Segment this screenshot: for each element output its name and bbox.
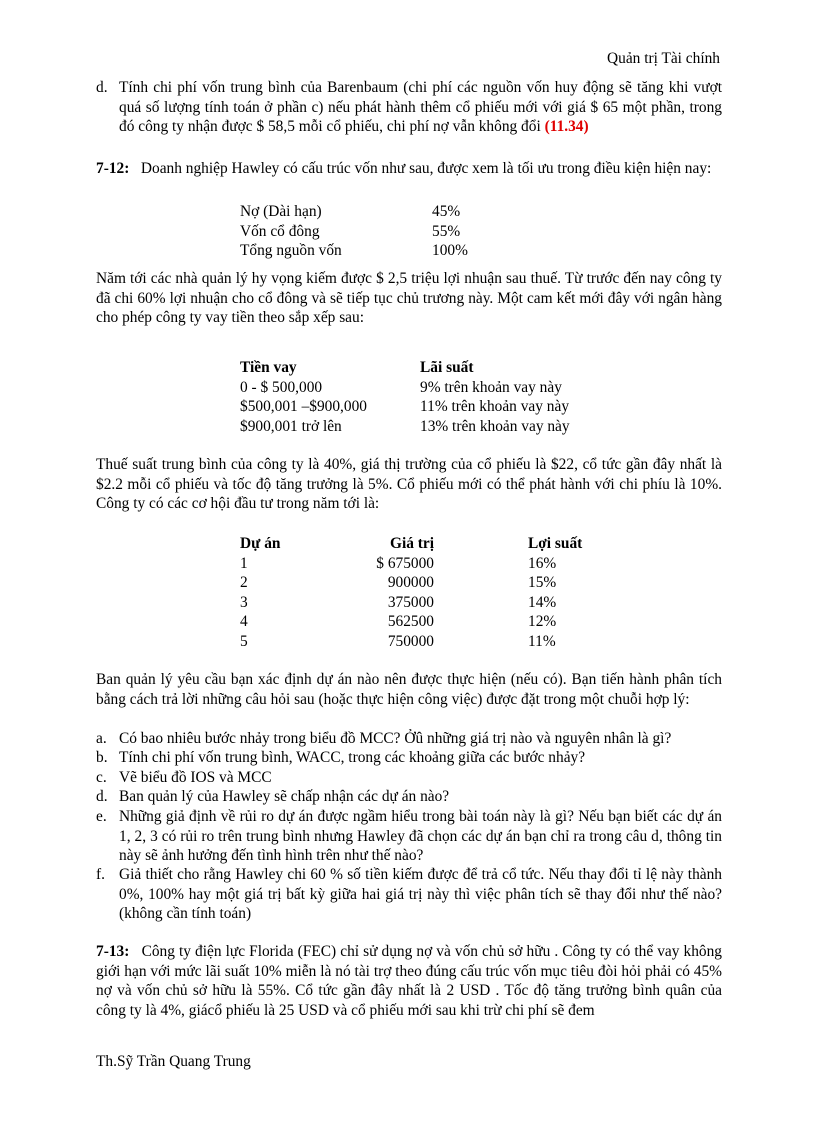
cap-pct: 45% (432, 203, 461, 220)
question-f (96, 865, 722, 924)
project-value: 750000 (387, 632, 434, 650)
col-header: Lãi suất (420, 359, 474, 376)
cap-item: Tổng nguồn vốn (240, 242, 342, 259)
col-header: Dự án (240, 535, 281, 552)
table-row (240, 612, 582, 632)
problem-712-para2: Năm tới các nhà quản lý hy vọng kiếm được $ 2,5 triệu lợi nhuận sau thuế. Từ trước đến nay công ty đã chi 60% lợi nhuận cho cổ đông và sẽ tiếp tục chủ trương này. Một cam kết mới đây với ngân hàng cho phép công ty vay tiền theo sắp xếp sau: (96, 270, 722, 326)
problem-label: 7-12: (96, 160, 130, 177)
item-marker: d. (96, 79, 108, 96)
page-footer-author: Th.Sỹ Trần Quang Trung (96, 1053, 251, 1070)
project-value: 375000 (387, 593, 434, 611)
problem-label: 7-13: (96, 943, 130, 960)
capital-structure-table (240, 202, 468, 261)
table-header-row (240, 534, 582, 554)
question-marker: e. (96, 808, 107, 825)
problem-712-intro-text: Doanh nghiệp Hawley có cấu trúc vốn như sau, được xem là tối ưu trong điều kiện hiện nay: (140, 160, 712, 177)
table-header-row (240, 358, 570, 378)
table-row (240, 554, 582, 574)
loan-range: $900,001 trở lên (240, 417, 342, 435)
problem-712-intro (96, 159, 722, 179)
page-header-title: Quản trị Tài chính (607, 50, 720, 67)
loan-rate-table (240, 358, 570, 436)
project-value: 562500 (387, 613, 434, 630)
question-marker: f. (96, 866, 105, 883)
problem-712-para4: Ban quản lý yêu cầu bạn xác định dự án nào nên được thực hiện (nếu có). Bạn tiến hành phân tích bằng cách trả lời những câu hỏi sau (hoặc thực hiện công việc) được đặt trong một chuỗi hợp lý: (96, 671, 722, 708)
table-row (240, 573, 582, 593)
cap-item: Vốn cổ đông (240, 222, 320, 240)
cap-pct: 100% (432, 242, 468, 259)
cap-pct: 55% (432, 222, 461, 240)
question-text: Tính chi phí vốn trung bình, WACC, trong các khoảng giữa các bước nhảy? (119, 749, 586, 766)
table-row (240, 417, 570, 437)
question-e (96, 807, 722, 866)
question-text: Vẽ biểu đồ IOS và MCC (119, 769, 272, 786)
question-text: Ban quản lý của Hawley sẽ chấp nhận các dự án nào? (119, 788, 450, 805)
problem-713 (96, 942, 722, 1020)
question-marker: b. (96, 749, 108, 766)
answer-highlight: (11.34) (544, 118, 589, 135)
item-d (96, 78, 722, 137)
question-marker: a. (96, 730, 107, 747)
table-row (240, 222, 468, 242)
project-value: $ 675000 (376, 554, 434, 572)
project-yield: 11% (528, 632, 556, 650)
question-a (96, 729, 722, 749)
question-b (96, 748, 722, 768)
table-row (240, 593, 582, 613)
table-row (240, 397, 570, 417)
table-row (240, 202, 468, 222)
question-text: Những giả định về rủi ro dự án được ngầm hiểu trong bài toán này là gì? Nếu bạn biết các dự án 1, 2, 3 có rủi ro trên trung bình nhưng Hawley đã chọn các dự án bạn chỉ ra trong câu d, thông tin này sẽ ảnh hưởng đến tình hình trên như thế nào? (119, 808, 722, 864)
problem-713-text: Công ty điện lực Florida (FEC) chỉ sử dụng nợ và vốn chủ sở hữu . Công ty có thể vay không giới hạn với mức lãi suất 10% miễn là nó tài trợ theo đúng cấu trúc vốn mục tiêu đòi hỏi phải có 45% nợ và vốn chủ sở hữu là 55%. Cổ tức gần đây nhất là 2 USD . Tốc độ tăng trưởng bình quân của công ty là 4%, giácổ phiếu là 25 USD và cổ phiếu mới sau khi trừ chi phí sẽ đem (96, 943, 722, 1019)
question-c (96, 768, 722, 788)
project-yield: 15% (528, 574, 557, 591)
item-d-text: Tính chi phí vốn trung bình của Barenbaum (chi phí các nguồn vốn huy động sẽ tăng khi vượt quá số lượng tính toán ở phần c) nếu phát hành thêm cổ phiếu mới với giá $ 65 một phần, trong đó công ty nhận được $ 58,5 mỗi cổ phiếu, chi phí nợ vẫn không đổi (119, 79, 722, 135)
cap-item: Nợ (Dài hạn) (240, 203, 322, 220)
question-marker: d. (96, 788, 108, 805)
col-header: Tiền vay (240, 359, 297, 376)
loan-range: $500,001 –$900,000 (240, 398, 367, 415)
loan-rate: 11% trên khoản vay này (420, 398, 570, 415)
project-yield: 16% (528, 554, 557, 572)
project-id: 3 (240, 593, 248, 611)
question-d (96, 787, 722, 807)
table-row (240, 241, 468, 261)
project-yield: 14% (528, 593, 557, 611)
question-text: Có bao nhiêu bước nhảy trong biểu đồ MCC? Ởû những giá trị nào và nguyên nhân là gì? (119, 730, 672, 747)
table-row (240, 378, 570, 398)
project-value: 900000 (387, 574, 434, 591)
project-id: 4 (240, 613, 248, 630)
project-id: 2 (240, 574, 248, 591)
project-id: 1 (240, 554, 248, 572)
table-row (240, 632, 582, 652)
col-header: Giá trị (389, 535, 434, 552)
loan-rate: 13% trên khoản vay này (420, 417, 570, 435)
problem-712-para3: Thuế suất trung bình của công ty là 40%, giá thị trường của cổ phiếu là $22, cổ tức gần đây nhất là $2.2 mỗi cổ phiếu và tốc độ tăng trưởng là 5%. Cổ phiếu mới có thể phát hành với chi phíu là 10%. Công ty có các cơ hội đầu tư trong năm tới là: (96, 456, 722, 512)
loan-range: 0 - $ 500,000 (240, 378, 323, 396)
loan-rate: 9% trên khoản vay này (420, 378, 562, 396)
col-header: Lợi suất (528, 535, 583, 552)
question-marker: c. (96, 769, 107, 786)
project-table (240, 534, 582, 651)
project-yield: 12% (528, 613, 557, 630)
question-text: Giả thiết cho rằng Hawley chi 60 % số tiền kiếm được để trả cổ tức. Nếu thay đổi tỉ lệ này thành 0%, 100% hay một giá trị bất kỳ giữa hai giá trị này thì việc phân tích sẽ thay đổi như thế nào? (không cần tính toán) (119, 866, 722, 922)
project-id: 5 (240, 632, 248, 650)
